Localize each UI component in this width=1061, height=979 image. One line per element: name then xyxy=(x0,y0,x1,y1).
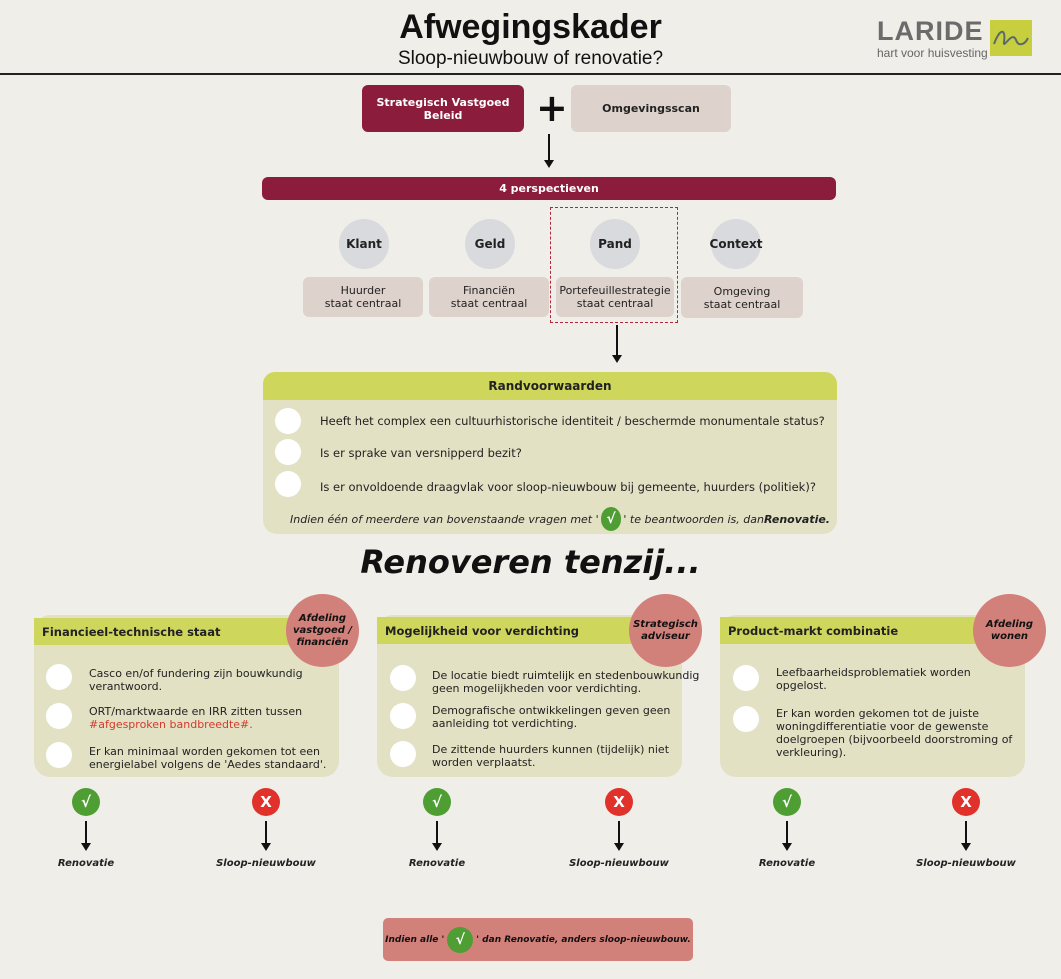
page-title: Afwegingskader xyxy=(399,8,662,46)
check-icon: √ xyxy=(773,788,801,816)
renoveren-tenzij-heading: Renoveren tenzij... xyxy=(360,543,701,581)
perspective-klant-circle: Klant xyxy=(339,219,389,269)
criterion-text xyxy=(432,669,699,695)
perspective-line: staat centraal xyxy=(576,297,654,310)
criterion-checkbox[interactable] xyxy=(733,665,759,691)
plus-icon: + xyxy=(536,86,568,130)
panel-header: Financieel-technische staat xyxy=(34,618,299,645)
criterion-text xyxy=(89,667,303,693)
perspective-geld-circle: Geld xyxy=(465,219,515,269)
criterion-text xyxy=(89,745,326,771)
badge-line: vastgoed / xyxy=(292,624,353,636)
perspective-klant-box xyxy=(303,277,423,317)
owner-badge xyxy=(973,594,1046,667)
cross-icon: X xyxy=(952,788,980,816)
check-icon: √ xyxy=(423,788,451,816)
question-checkbox[interactable] xyxy=(275,471,301,497)
owner-badge xyxy=(286,594,359,667)
question-text: Heeft het complex een cultuurhistorische identiteit / beschermde monumentale status? xyxy=(320,414,825,428)
criterion-text xyxy=(776,707,1012,759)
footer-text: Indien één of meerdere van bovenstaande vragen met ' xyxy=(290,512,599,526)
header-divider xyxy=(0,73,1061,75)
criterion-line: Demografische ontwikkelingen geven geen xyxy=(432,704,671,717)
outcome-label: Sloop-nieuwbouw xyxy=(216,858,316,869)
criterion-line: woningdifferentiatie voor de gewenste xyxy=(776,720,989,733)
cross-icon: X xyxy=(605,788,633,816)
perspective-line: Portefeuillestrategie xyxy=(559,284,671,297)
criterion-text xyxy=(432,704,670,730)
arrow-down-icon xyxy=(614,843,624,851)
page-subtitle: Sloop-nieuwbouw of renovatie? xyxy=(397,48,664,69)
outcome-label: Renovatie xyxy=(408,858,466,869)
badge-line: financiën xyxy=(296,636,349,648)
criterion-line: energielabel volgens de 'Aedes standaard'. xyxy=(89,758,327,771)
arrow-line xyxy=(265,821,267,843)
perspective-line: staat centraal xyxy=(324,297,402,310)
arrow-line xyxy=(616,325,618,355)
final-text: Indien alle ' xyxy=(385,934,445,945)
strategisch-vastgoed-beleid-box: Strategisch Vastgoed Beleid xyxy=(362,85,524,132)
randvoorwaarden-header: Randvoorwaarden xyxy=(263,372,837,400)
final-text: ' dan Renovatie, anders sloop-nieuwbouw. xyxy=(476,934,691,945)
perspective-context-box xyxy=(681,277,803,318)
criterion-checkbox[interactable] xyxy=(390,703,416,729)
arrow-line xyxy=(548,134,550,160)
owner-badge xyxy=(629,594,702,667)
perspective-line: staat centraal xyxy=(450,297,528,310)
arrow-down-icon xyxy=(612,355,622,363)
arrow-down-icon xyxy=(81,843,91,851)
criterion-checkbox[interactable] xyxy=(390,741,416,767)
logo-name: LARIDE xyxy=(877,16,984,46)
logo-icon xyxy=(990,20,1032,56)
criterion-line: ORT/marktwaarde en IRR zitten tussen xyxy=(89,705,303,718)
criterion-checkbox[interactable] xyxy=(46,742,72,768)
criterion-line: Er kan minimaal worden gekomen tot een xyxy=(89,745,320,758)
criterion-line: Casco en/of fundering zijn bouwkundig xyxy=(89,667,303,680)
omgevingsscan-box: Omgevingsscan xyxy=(571,85,731,132)
criterion-line: verantwoord. xyxy=(89,680,163,693)
outcome-label: Renovatie xyxy=(758,858,816,869)
logo-tagline: hart voor huisvesting xyxy=(877,46,988,60)
criterion-line: Leefbaarheidsproblematiek worden xyxy=(776,666,971,679)
criterion-line: De zittende huurders kunnen (tijdelijk) niet xyxy=(432,743,670,756)
badge-line: wonen xyxy=(990,630,1029,642)
arrow-line xyxy=(85,821,87,843)
criterion-line: worden verplaatst. xyxy=(432,756,536,769)
arrow-down-icon xyxy=(544,160,554,168)
criterion-line: aanleiding tot verdichting. xyxy=(432,717,578,730)
perspective-context-circle: Context xyxy=(711,219,761,269)
badge-line: Strategisch xyxy=(633,618,698,630)
question-checkbox[interactable] xyxy=(275,439,301,465)
criterion-text xyxy=(89,705,302,731)
outcome-label: Sloop-nieuwbouw xyxy=(569,858,669,869)
arrow-line xyxy=(436,821,438,843)
criterion-text xyxy=(776,666,971,692)
arrow-down-icon xyxy=(961,843,971,851)
perspective-pand-circle: Pand xyxy=(590,219,640,269)
footer-text: ' te beantwoorden is, dan xyxy=(623,512,764,526)
arrow-line xyxy=(618,821,620,843)
badge-line: Afdeling xyxy=(985,618,1034,630)
criterion-line: doelgroepen (bijvoorbeeld doorstroming of xyxy=(776,733,1013,746)
arrow-line xyxy=(786,821,788,843)
criterion-checkbox[interactable] xyxy=(733,706,759,732)
question-text: Is er onvoldoende draagvlak voor sloop-nieuwbouw bij gemeente, huurders (politiek)? xyxy=(320,480,816,494)
perspective-pand-box xyxy=(556,277,674,317)
criterion-checkbox[interactable] xyxy=(46,703,72,729)
criterion-line: De locatie biedt ruimtelijk en stedenbouwkundig xyxy=(432,669,700,682)
criterion-line: geen mogelijkheden voor verdichting. xyxy=(432,682,642,695)
criterion-checkbox[interactable] xyxy=(46,664,72,690)
perspective-geld-box xyxy=(429,277,549,317)
panel-header: Mogelijkheid voor verdichting xyxy=(377,617,647,644)
arrow-down-icon xyxy=(782,843,792,851)
randvoorwaarden-footer xyxy=(290,507,830,531)
perspective-line: Huurder xyxy=(340,284,386,297)
check-icon: √ xyxy=(72,788,100,816)
criterion-line: opgelost. xyxy=(776,679,827,692)
outcome-label: Sloop-nieuwbouw xyxy=(916,858,1016,869)
perspective-line: Omgeving xyxy=(713,284,771,298)
footer-text-bold: Renovatie. xyxy=(763,512,830,526)
criterion-text xyxy=(432,743,669,769)
cross-icon: X xyxy=(252,788,280,816)
perspectives-header: 4 perspectieven xyxy=(262,177,836,200)
question-checkbox[interactable] xyxy=(275,408,301,434)
panel-header: Product-markt combinatie xyxy=(720,617,990,644)
criterion-checkbox[interactable] xyxy=(390,665,416,691)
arrow-down-icon xyxy=(432,843,442,851)
outcome-label: Renovatie xyxy=(57,858,115,869)
perspective-line: Financiën xyxy=(462,284,516,297)
question-text: Is er sprake van versnipperd bezit? xyxy=(320,446,522,460)
arrow-line xyxy=(965,821,967,843)
check-icon: √ xyxy=(447,927,473,953)
perspective-line: staat centraal xyxy=(703,297,781,311)
arrow-down-icon xyxy=(261,843,271,851)
final-conclusion-box xyxy=(383,918,693,961)
badge-line: Afdeling xyxy=(298,612,347,624)
criterion-line: verkleuring). xyxy=(776,746,847,759)
badge-line: adviseur xyxy=(641,630,690,642)
criterion-line: Er kan worden gekomen tot de juiste xyxy=(776,707,980,720)
check-icon: √ xyxy=(601,507,622,531)
criterion-line-highlight: #afgesproken bandbreedte#. xyxy=(89,718,253,731)
